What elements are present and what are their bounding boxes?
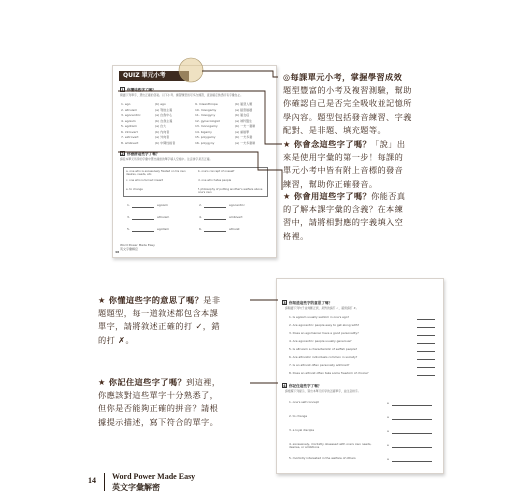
grid-cell: (b) 一夫一妻制: [235, 124, 256, 128]
grid-cell: (a) 利他主義: [155, 107, 173, 112]
quiz-page-number: 48: [115, 250, 120, 254]
section-4-note: 請根據下列提示，寫出本單元所學的正確單字，並注意拼字。: [285, 389, 361, 393]
callout-use: ★ 你會用這些字了嗎？你能否真 的了解本課字彙的含義？在本練 習中，請將相對應的字義填入空 格裡。: [283, 191, 406, 241]
fill-item: 4. excessively, morbidly obsessed with one's own needs, desires, or ambitions: [289, 442, 372, 450]
grid-cell: 6. introvert: [121, 129, 138, 134]
star-icon: ★: [98, 377, 106, 387]
grid-cell: 3. egocentric: [121, 113, 141, 117]
true-false-item: 4. Are egocentric people usually generous?: [289, 339, 352, 343]
blank-number: 6.: [199, 227, 202, 231]
connector-use: [118, 152, 282, 190]
grid-cell: (a) 自我中心: [155, 113, 173, 117]
section-1-title: 1 你懂這些字了嗎？: [121, 88, 156, 92]
definition-item: d. one who hates people: [198, 178, 232, 182]
quiz-page-footer: Word Power Made Easy 英文字彙解密: [120, 243, 155, 251]
highlight-circle: [179, 58, 203, 82]
book-title-en: Word Power Made Easy: [112, 472, 196, 481]
definition-item: a. one who is excessively fixated on his own desires, needs, etc.: [126, 169, 186, 177]
grid-cell: (a) 婦科醫生: [235, 118, 253, 123]
blank-number: 5.: [127, 227, 130, 231]
quiz-header: QUIZ 單元小考: [119, 71, 189, 81]
star-icon: ★: [283, 191, 291, 201]
blank-word: ambivert: [229, 215, 243, 219]
grid-cell: (b) 自我主義: [155, 118, 173, 123]
section-3-title: 3 你知道這些字的意思了嗎？: [283, 301, 333, 305]
section-3-note: 請閱讀下列句子並判斷正誤，是對的請打 ✓，錯誤請打 ✗。: [285, 306, 359, 310]
grid-cell: (b) 厭惡人類: [235, 102, 253, 106]
true-false-item: 1. Is egoism usually seldom in one's ego?: [289, 315, 350, 319]
section-4-title: 4 你記住這些字了嗎？: [283, 384, 322, 388]
blank-number: 3.: [127, 215, 130, 219]
grid-cell: (a) 厭惡婚姻: [235, 107, 253, 112]
grid-cell: (b) 中間性格者: [155, 140, 176, 145]
true-false-item: 8. Does an altruist often take some freedom of choice?: [289, 371, 369, 375]
blank-number: 2.: [199, 203, 202, 207]
true-false-item: 3. Does an egomaniac have a good personality?: [289, 331, 359, 335]
section-2-note: 請從本單元所學的字彙中選出適當的單字填入空格中。注意拼字是否正確。: [120, 157, 213, 161]
blank-word: egocentric: [229, 203, 245, 207]
book-title-zh: 英文字彙解密: [112, 483, 160, 492]
definition-item: f. philosophy of putting another's welfare above one's own: [198, 187, 263, 195]
true-false-item: 2. Are egocentric people easy to get along with?: [289, 323, 360, 327]
connector-intro: [202, 71, 278, 77]
grid-cell: 2. altruism: [121, 107, 138, 112]
callout-intro: ◎每課單元小考，掌握學習成效 題型豐富的小考及複習測驗，幫助 你確認自己是否完全吸收並記憶所 學內容。題型包括發音練習、字義 配對、是非題、填充題等。: [283, 71, 503, 137]
grid-cell: 4. egoism: [121, 118, 136, 123]
blank-word: egoism: [157, 203, 168, 207]
definition-item: b. one's concept of oneself: [198, 169, 235, 173]
fill-item: 2. to change: [289, 414, 308, 418]
grid-cell: (b) ego: [155, 102, 166, 106]
fill-letter: a: [387, 415, 389, 419]
grid-cell: (b) 內向者: [155, 129, 170, 134]
callout-intro-title: ◎每課單元小考，掌握學習成效: [283, 72, 403, 82]
grid-cell: 8. ambivert: [121, 140, 139, 145]
grid-cell: (b) 厭女症: [235, 113, 250, 117]
callout-spell: ★ 你會念這些字了嗎？「說」出 來是使用字彙的第一步！每課的 單元小考中皆有附上音標的發音 練習，幫助你正確發音。: [283, 139, 406, 189]
grid-cell: 11. misogyny: [195, 113, 216, 117]
grid-cell: (a) 自大: [155, 124, 167, 128]
definition-item: e. to change: [126, 187, 143, 191]
definition-item: c. one who is turned inward: [126, 178, 164, 182]
grid-cell: 9. misanthrope: [195, 102, 218, 106]
blank-word: egotism: [157, 227, 170, 231]
blank-number: 1.: [127, 203, 130, 207]
footer-divider: [104, 473, 105, 491]
connector-spell: [118, 91, 282, 144]
grid-cell: 1. ego: [121, 102, 131, 106]
blank-number: 4.: [199, 215, 202, 219]
star-icon: ★: [98, 295, 106, 305]
grid-cell: 12. gynecologist: [195, 118, 220, 123]
grid-cell: 15. polygamy: [195, 135, 216, 139]
grid-cell: (a) 外向者: [155, 135, 170, 139]
true-false-item: 6. Are altruistic individuals common in society?: [289, 355, 358, 359]
fill-item: 3. a loyal disciple: [289, 428, 315, 432]
grid-cell: (b) 一夫多妻: [235, 135, 253, 139]
fill-letter: e: [387, 443, 389, 447]
callout-remember: ★ 你記住這些字了嗎？到這裡， 你應該對這些單字十分熟悉了， 但你是否能夠正確的拼音？請根 據提示描述，寫下符合的單字。: [98, 377, 221, 427]
fill-letter: a: [387, 457, 389, 461]
grid-cell: 7. extrovert: [121, 135, 139, 139]
grid-cell: 16. polygyny: [195, 140, 215, 145]
star-icon: ★: [283, 139, 291, 149]
fill-letter: e: [387, 401, 389, 405]
page-number: 14: [88, 476, 96, 485]
true-false-item: 5. Is altruism a characteristic of selfish people?: [289, 347, 358, 351]
grid-cell: (a) 一夫多妻制: [235, 140, 256, 145]
fill-letter: a: [387, 429, 389, 433]
section-1-note: 閱讀下列單字，選出正確的答案。以下小考、練習題型皆可多次練習，直到確定熟悉所有字彙為止。: [120, 93, 244, 97]
fill-item: 5. morbidly interested in the welfare of others: [289, 456, 356, 460]
bullet-icon: ◎: [283, 72, 291, 82]
grid-cell: 5. egotism: [121, 124, 137, 128]
callout-meaning: ★ 你懂這些字的意思了嗎？是非 題題型，每一道敘述都包含本課 單字，請將敘述正確的打 ✓，錯 的打 ✗。: [98, 295, 221, 345]
grid-cell: 10. misogamy: [195, 107, 217, 112]
blank-word: altruism: [157, 215, 170, 219]
grid-cell: (a) 重婚罪: [235, 129, 250, 134]
true-false-item: 7. Is an altruist often personally admired?: [289, 363, 350, 367]
fill-item: 1. one's self-concept: [289, 400, 319, 404]
section-2-title: 2 你會拼這些字了嗎？: [121, 152, 160, 156]
grid-cell: 14. bigamy: [195, 129, 212, 134]
blank-word: altruist: [229, 227, 240, 231]
grid-cell: 13. monogamy: [195, 124, 218, 128]
